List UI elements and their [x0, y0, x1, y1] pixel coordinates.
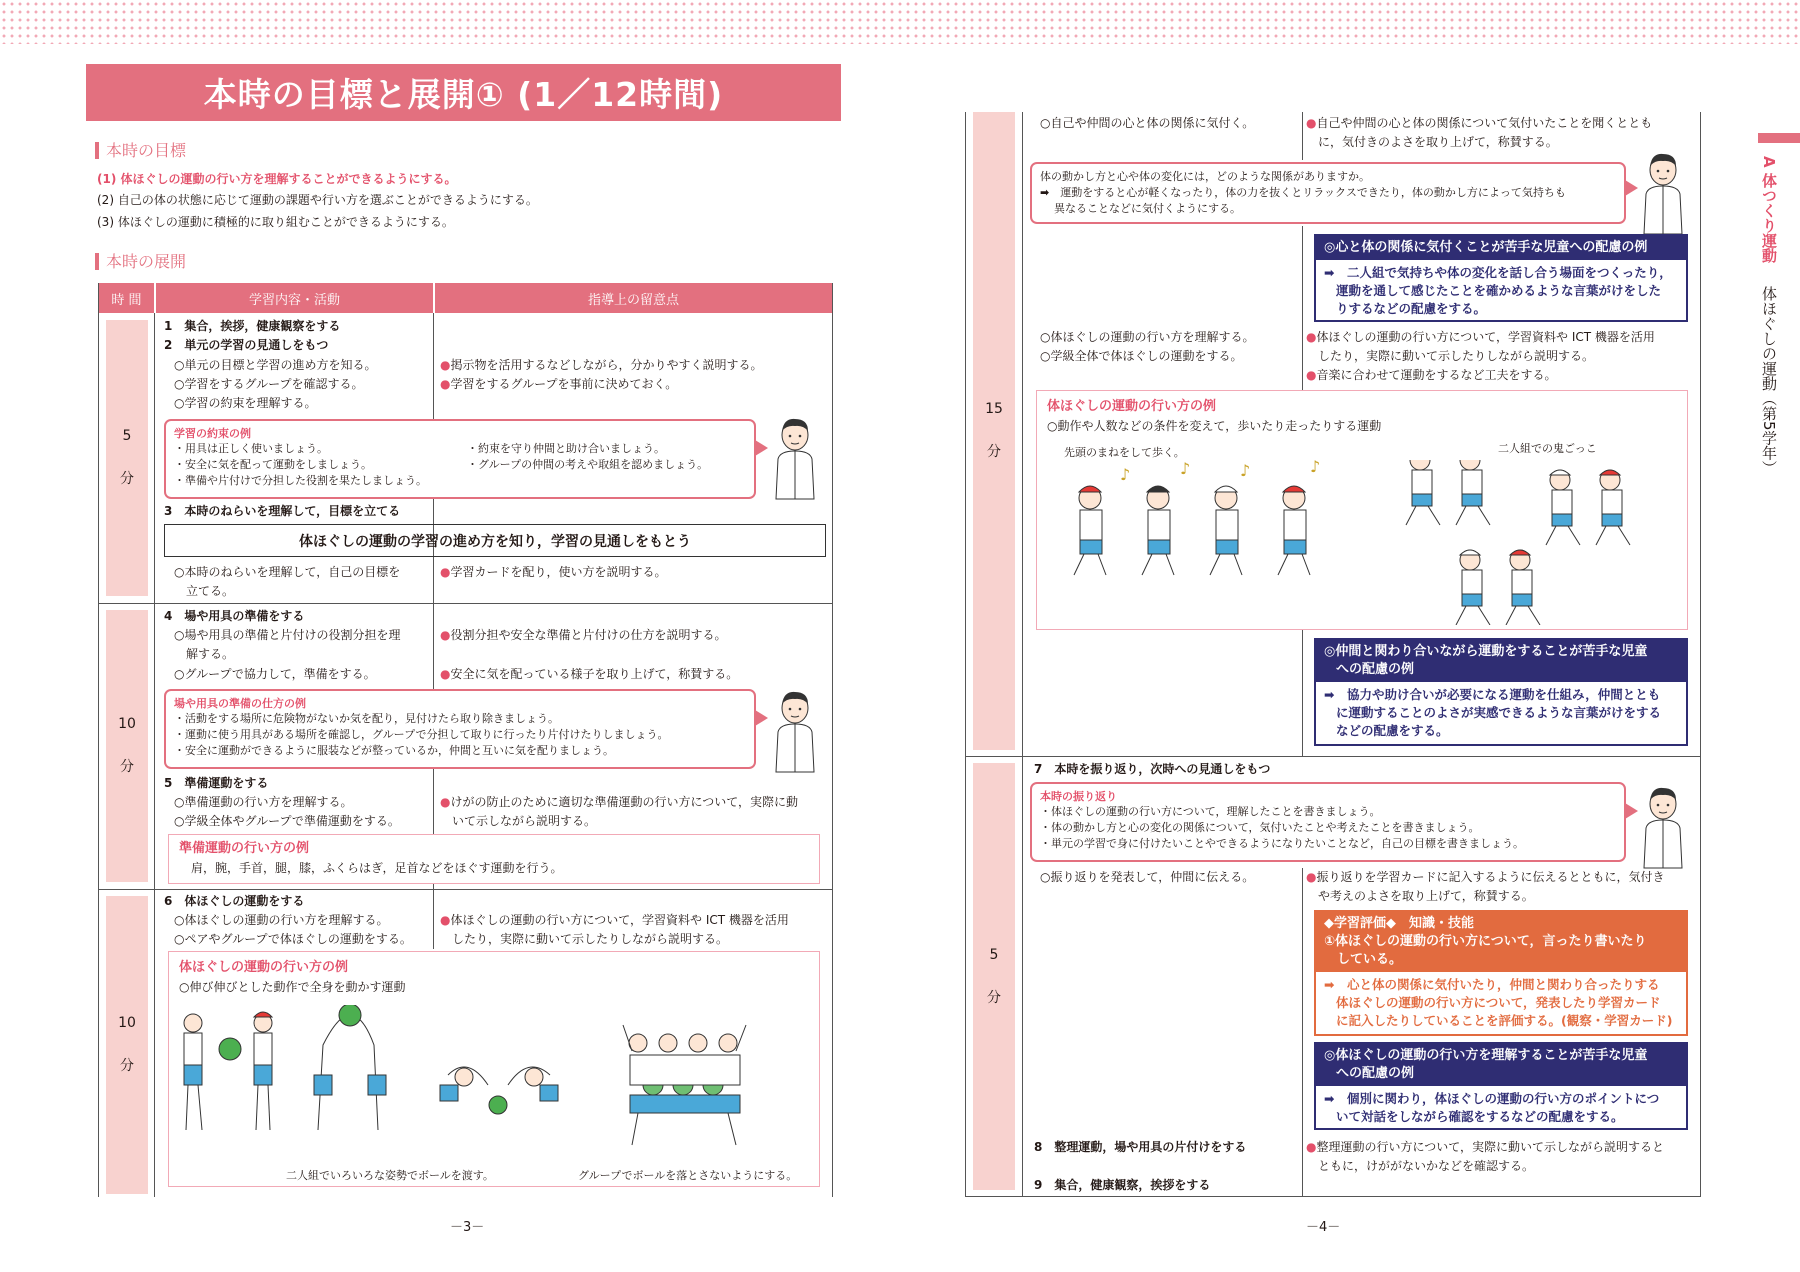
table-border	[1700, 112, 1701, 1197]
activity: ○グループで協力して，準備をする。	[174, 667, 376, 681]
table-divider	[433, 889, 434, 949]
table-divider	[154, 313, 155, 1197]
row-divider	[965, 1196, 1701, 1197]
table-border	[965, 112, 966, 1197]
bubble-tail	[1625, 803, 1638, 819]
activity: 解する。	[186, 647, 235, 661]
support-box-mind-body: ◎心と体の関係に気付くことが苦手な児童への配慮の例 ➡ 二人組で気持ちや体の変化を話し合う場面をつくったり， 運動を通して感じたことを確かめるような言葉がけをした りするなどの配慮をする。	[1314, 234, 1688, 322]
table-border	[98, 283, 99, 1197]
step-2: 2 単元の学習の見通しをもつ	[164, 338, 329, 352]
svg-text:♪: ♪	[1240, 461, 1251, 480]
table-divider	[1302, 112, 1303, 160]
caption: 先頭のまねをして歩く。	[1064, 446, 1185, 459]
children-ball-exercise-illustration	[178, 1005, 812, 1165]
row-divider	[98, 889, 833, 890]
activity: ○学級全体で体ほぐしの運動をする。	[1040, 349, 1243, 363]
table-divider	[1022, 112, 1023, 1197]
step-9: 9 集合，健康観察，挨拶をする	[1034, 1178, 1211, 1192]
step-6: 6 体ほぐしの運動をする	[164, 894, 305, 908]
note: ●振り返りを学習カードに記入するように伝えるとともに，気付き	[1306, 870, 1665, 884]
caption: 二人組でいろいろな姿勢でボールを渡す。	[286, 1169, 494, 1182]
goal-2: (2) 自己の体の状態に応じて運動の課題や行い方を選ぶことができるようにする。	[97, 193, 538, 207]
activity: ○自己や仲間の心と体の関係に気付く。	[1040, 116, 1255, 130]
activity: ○体ほぐしの運動の行い方を理解する。	[174, 913, 389, 927]
activity: ○体ほぐしの運動の行い方を理解する。	[1040, 330, 1255, 344]
note: ●けがの防止のために適切な準備運動の行い方について，実際に動	[440, 795, 799, 809]
teacher-figure-icon	[770, 688, 820, 774]
activity: ○準備運動の行い方を理解する。	[174, 795, 353, 809]
header-content: 学習内容・活動	[155, 283, 433, 313]
svg-text:♪: ♪	[1120, 465, 1131, 484]
row-divider	[98, 603, 833, 604]
note: ともに，けががないかなどを確認する。	[1318, 1159, 1535, 1173]
goals-heading: 本時の目標	[95, 142, 186, 159]
page-number-right: －4－	[1306, 1220, 1341, 1235]
note: したり，実際に動いて示したりしながら説明する。	[452, 932, 729, 946]
page-title: 本時の目標と展開① (1／12時間)	[86, 64, 841, 121]
children-walking-tag-illustration	[1060, 460, 1680, 625]
teacher-figure-icon	[770, 415, 820, 501]
svg-text:♪: ♪	[1180, 460, 1191, 478]
side-subtitle: 体ほぐしの運動（第5学年）	[1760, 286, 1778, 476]
activity: ○ペアやグループで体ほぐしの運動をする。	[174, 932, 412, 946]
activity: ○単元の目標と学習の進め方を知る。	[174, 358, 377, 372]
caption: グループでボールを落とさないようにする。	[578, 1169, 798, 1182]
step-3: 3 本時のねらいを理解して，目標を立てる	[164, 504, 401, 518]
goal-3: (3) 体ほぐしの運動に積極的に取り組むことができるようにする。	[97, 215, 454, 229]
page-number-left: －3－	[450, 1220, 485, 1235]
note: ●安全に気を配っている様子を取り上げて，称賛する。	[440, 667, 739, 681]
activity: ○本時のねらいを理解して，自己の目標を	[174, 565, 401, 579]
bubble-tail	[755, 440, 768, 456]
time-cell-15min: 15 分	[973, 112, 1015, 750]
speech-bubble-preparation: 場や用具の準備の仕方の例 ・活動をする場所に危険物がないか気を配り，見付けたら取り除きましょう。 ・運動に使う用具がある場所を確認し，グループで分担して取りに行ったり片付けたりしましょう。 ・安全に運動ができるように服装などが整っているか，仲間と互いに気を配りましょう。	[164, 689, 756, 769]
note: ●役割分担や安全な準備と片付けの仕方を説明する。	[440, 628, 727, 642]
step-7: 7 本時を振り返り，次時への見通しをもつ	[1034, 762, 1271, 776]
support-box-understanding: ◎体ほぐしの運動の行い方を理解することが苦手な児童 への配慮の例 ➡ 個別に関わり，体ほぐしの運動の行い方のポイントにつ いて対話をしながら確認をするなどの配慮をする。	[1314, 1042, 1688, 1130]
note: ●体ほぐしの運動の行い方について，学習資料や ICT 機器を活用	[440, 913, 789, 927]
activity: ○学習をするグループを確認する。	[174, 377, 364, 391]
speech-bubble-promises: 学習の約束の例 ・用具は正しく使いましょう。 ・安全に気を配って運動をしましょう。 ・準備や片付けで分担した役割を果たしましょう。 ・約束を守り仲間と助け合いましょう。 ・グループの仲間の考えや取組を認めましょう。	[164, 419, 756, 499]
step-8: 8 整理運動，場や用具の片付けをする	[1034, 1140, 1247, 1154]
header-time: 時 間	[99, 283, 154, 313]
activity: 立てる。	[186, 584, 235, 598]
time-cell-5min: 5 分	[106, 320, 148, 596]
dot-pattern-header	[0, 0, 1800, 44]
support-box-peer-interaction: ◎仲間と関わり合いながら運動をすることが苦手な児童 への配慮の例 ➡ 協力や助け合いが必要になる運動を仕組み，仲間ととも に運動することのよさが実感できるような言葉がけをする などの配慮をする。	[1314, 638, 1688, 746]
note: に，気付きのよさを取り上げて，称賛する。	[1318, 135, 1558, 149]
table-border	[832, 283, 833, 1197]
development-heading: 本時の展開	[95, 253, 186, 270]
header-notes: 指導上の留意点	[434, 283, 832, 313]
goal-1: (1) 体ほぐしの運動の行い方を理解することができるようにする。	[97, 172, 457, 186]
step-1: 1 集合，挨拶，健康観察をする	[164, 319, 341, 333]
bubble-tail	[1625, 180, 1638, 196]
teacher-figure-icon	[1638, 150, 1688, 236]
caption: 二人組での鬼ごっこ	[1498, 442, 1597, 455]
note: ●整理運動の行い方について，実際に動いて示しながら説明すると	[1306, 1140, 1665, 1154]
speech-bubble-question: 体の動かし方と心や体の変化には，どのような関係がありますか。 ➡ 運動をすると心が軽くなったり，体の力を抜くとリラックスできたり，体の動かし方によって気持ちも 異なることなどに気付くようにする。	[1030, 162, 1626, 224]
note: ●学習カードを配り，使い方を説明する。	[440, 565, 667, 579]
note: ●体ほぐしの運動の行い方について，学習資料や ICT 機器を活用	[1306, 330, 1655, 344]
step-5: 5 準備運動をする	[164, 776, 269, 790]
time-cell-5min: 5 分	[973, 763, 1015, 1190]
speech-bubble-reflection: 本時の振り返り ・体ほぐしの運動の行い方について，理解したことを書きましょう。 ・体の動かし方と心の変化の関係について，気付いたことや考えたことを書きましょう。 ・単元の学習で身に付けたいことやできるようになりたいことなど，自己の目標を書きましょう。	[1030, 782, 1626, 862]
loosening-example-box: 体ほぐしの運動の行い方の例 ○伸び伸びとした動作で全身を動かす運動	[168, 951, 820, 1187]
time-cell-10min: 10 分	[106, 610, 148, 882]
note: ●学習をするグループを事前に決めておく。	[440, 377, 678, 391]
note: したり，実際に動いて示したりしながら説明する。	[1318, 349, 1595, 363]
time-cell-10min: 10 分	[106, 896, 148, 1194]
table-divider	[1302, 868, 1303, 1197]
note: ●掲示物を活用するなどしながら，分かりやすく説明する。	[440, 358, 763, 372]
bubble-tail	[755, 710, 768, 726]
note: ●自己や仲間の心と体の関係について気付いたことを聞くととも	[1306, 116, 1653, 130]
assessment-box: ◆学習評価◆ 知識・技能 ①体ほぐしの運動の行い方について，言ったり書いたり している。 ➡ 心と体の関係に気付いたり，仲間と関わり合ったりする 体ほぐしの運動の行い方について，発表したり学習カード に記入したりしていることを評価する。(観察・学習カード)	[1314, 910, 1688, 1036]
side-index-tab	[1758, 133, 1800, 143]
svg-text:♪: ♪	[1310, 460, 1321, 476]
activity: ○学級全体やグループで準備運動をする。	[174, 814, 400, 828]
teacher-figure-icon	[1638, 784, 1688, 870]
note: いて示しながら説明する。	[452, 814, 597, 828]
activity: ○学習の約束を理解する。	[174, 396, 317, 410]
walking-running-example-box: 体ほぐしの運動の行い方の例 ○動作や人数などの条件を変えて，歩いたり走ったりする運動	[1036, 390, 1688, 630]
side-category: A 体つくり運動	[1760, 156, 1778, 263]
lesson-aim-box: 体ほぐしの運動の学習の進め方を知り，学習の見通しをもとう	[164, 524, 826, 557]
warmup-example-box: 準備運動の行い方の例 肩，腕，手首，腿，膝，ふくらはぎ，足首などをほぐす運動を行う。	[168, 834, 820, 884]
activity: ○場や用具の準備と片付けの役割分担を理	[174, 628, 401, 642]
step-4: 4 場や用具の準備をする	[164, 609, 305, 623]
row-divider	[965, 756, 1701, 757]
activity: ○振り返りを発表して，仲間に伝える。	[1040, 870, 1255, 884]
note: ●音楽に合わせて運動をするなど工夫をする。	[1306, 368, 1557, 382]
note: や考えのよさを取り上げて，称賛する。	[1318, 889, 1534, 903]
